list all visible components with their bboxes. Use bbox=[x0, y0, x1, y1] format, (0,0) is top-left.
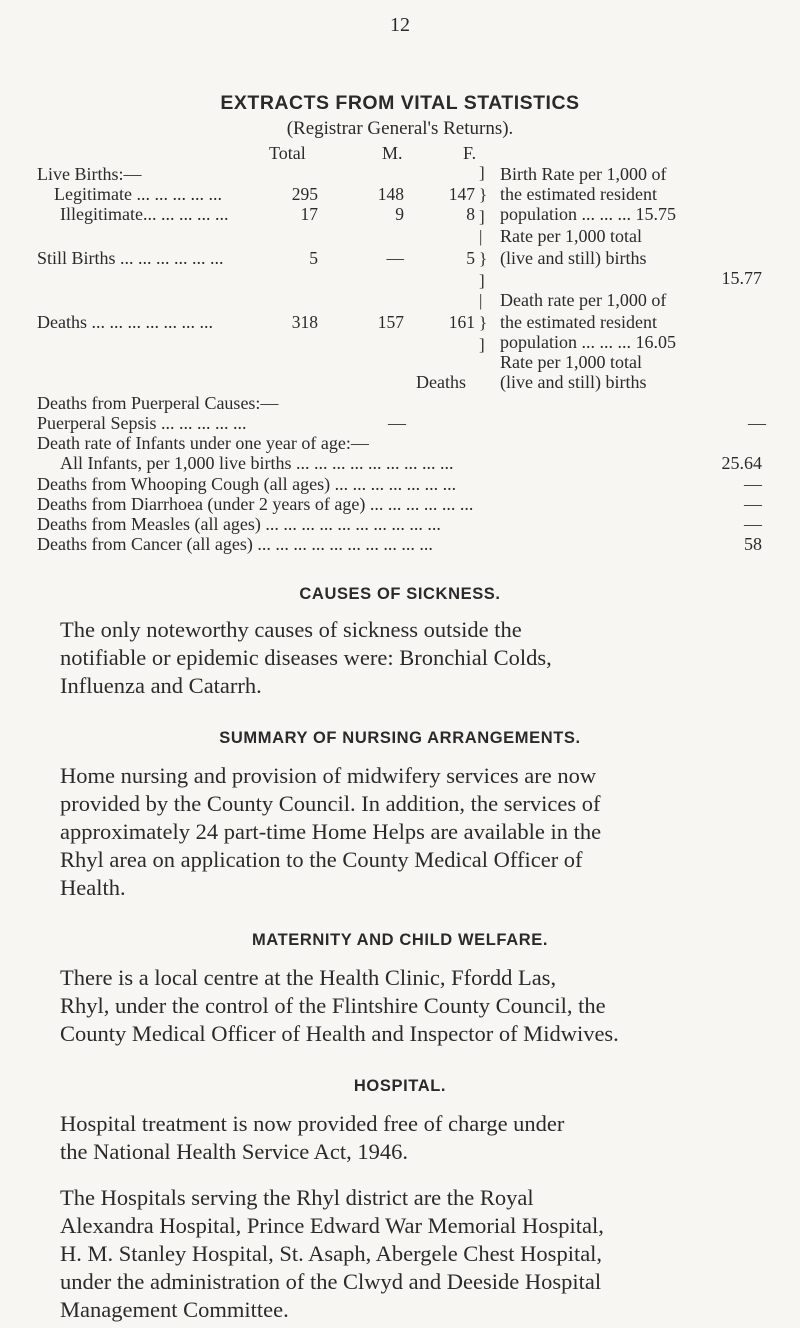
row-legitimate-f: 147 bbox=[448, 184, 475, 204]
row-still-births-total: 5 bbox=[309, 248, 318, 268]
row-legitimate-m: 148 bbox=[377, 184, 404, 204]
diarrhoea-label: Deaths from Diarrhoea (under 2 years of age) ... ... ... ... ... ... bbox=[37, 494, 474, 514]
puerperal-sepsis-value-1: — bbox=[388, 413, 406, 433]
cancer-value: 58 bbox=[744, 534, 762, 554]
whooping-cough-label: Deaths from Whooping Cough (all ages) ... ... ... ... ... ... ... bbox=[37, 474, 457, 494]
vital-statistics-heading: EXTRACTS FROM VITAL STATISTICS bbox=[220, 92, 580, 114]
causes-line-2: notifiable or epidemic diseases were: Bronchial Colds, bbox=[60, 645, 552, 670]
deaths-rate-line-1: Rate per 1,000 total bbox=[500, 352, 642, 372]
puerperal-sepsis-value-2: — bbox=[748, 413, 766, 433]
diarrhoea-value: — bbox=[744, 494, 762, 514]
row-deaths-m: 157 bbox=[377, 312, 404, 332]
death-rate-line-1: Death rate per 1,000 of bbox=[500, 290, 667, 310]
measles-value: — bbox=[744, 514, 762, 534]
still-brace-icon: | } ] bbox=[479, 227, 488, 290]
causes-heading: CAUSES OF SICKNESS. bbox=[299, 585, 501, 603]
row-deaths-f: 161 bbox=[448, 312, 475, 332]
still-rate-line-1: Rate per 1,000 total bbox=[500, 226, 642, 246]
row-deaths-label: Deaths ... ... ... ... ... ... ... bbox=[37, 312, 213, 332]
causes-line-3: Influenza and Catarrh. bbox=[60, 673, 262, 698]
row-still-births-f: 5 bbox=[466, 248, 475, 268]
hospital-p2-line-3: H. M. Stanley Hospital, St. Asaph, Abergele Chest Hospital, bbox=[60, 1241, 603, 1266]
row-illegitimate-total: 17 bbox=[300, 204, 318, 224]
death-rate-line-2: the estimated resident bbox=[500, 312, 657, 332]
row-deaths-total: 318 bbox=[291, 312, 318, 332]
nursing-line-5: Health. bbox=[60, 875, 126, 900]
row-legitimate-total: 295 bbox=[291, 184, 318, 204]
birth-rate-line-1: Birth Rate per 1,000 of bbox=[500, 164, 667, 184]
puerperal-heading: Deaths from Puerperal Causes:— bbox=[37, 393, 279, 413]
deaths-rate-line-2: (live and still) births bbox=[500, 372, 647, 392]
hospital-p2-line-5: Management Committee. bbox=[60, 1297, 289, 1322]
maternity-heading: MATERNITY AND CHILD WELFARE. bbox=[251, 931, 549, 949]
col-header-total: Total bbox=[269, 143, 306, 163]
still-rate-line-2: (live and still) births bbox=[500, 248, 647, 268]
row-illegitimate-m: 9 bbox=[395, 204, 404, 224]
nursing-heading: SUMMARY OF NURSING ARRANGEMENTS. bbox=[219, 729, 581, 747]
all-infants-value: 25.64 bbox=[721, 453, 762, 473]
nursing-line-4: Rhyl area on application to the County Medical Officer of bbox=[60, 847, 583, 872]
hospital-heading: HOSPITAL. bbox=[353, 1077, 447, 1095]
live-births-label: Live Births:— bbox=[37, 164, 142, 184]
row-illegitimate-f: 8 bbox=[466, 204, 475, 224]
hospital-p1-line-2: the National Health Service Act, 1946. bbox=[60, 1139, 409, 1164]
birth-rate-line-2: the estimated resident bbox=[500, 184, 657, 204]
vital-statistics-subheading: (Registrar General's Returns). bbox=[286, 118, 514, 139]
hospital-p1-line-1: Hospital treatment is now provided free of charge under bbox=[60, 1111, 565, 1136]
measles-label: Deaths from Measles (all ages) ... ... ... ... ... ... ... ... ... ... bbox=[37, 514, 441, 534]
row-still-births-label: Still Births ... ... ... ... ... ... bbox=[37, 248, 224, 268]
nursing-line-2: provided by the County Council. In addition, the services of bbox=[60, 791, 601, 816]
maternity-line-3: County Medical Officer of Health and Inspector of Midwives. bbox=[60, 1021, 619, 1046]
death-brace-icon: | } ] bbox=[479, 291, 488, 354]
hospital-p2-line-1: The Hospitals serving the Rhyl district are the Royal bbox=[60, 1185, 534, 1210]
still-rate-value: 15.77 bbox=[721, 268, 762, 288]
hospital-p2-line-2: Alexandra Hospital, Prince Edward War Memorial Hospital, bbox=[60, 1213, 604, 1238]
deaths-word: Deaths bbox=[416, 372, 466, 392]
hospital-p2-line-4: under the administration of the Clwyd and Deeside Hospital bbox=[60, 1269, 602, 1294]
col-header-m: M. bbox=[382, 143, 403, 163]
death-rate-line-3: population ... ... ... 16.05 bbox=[500, 332, 676, 352]
page-number: 12 bbox=[390, 14, 410, 36]
whooping-cough-value: — bbox=[744, 474, 762, 494]
row-legitimate-label: Legitimate ... ... ... ... ... bbox=[54, 184, 222, 204]
row-illegitimate-label: Illegitimate... ... ... ... ... bbox=[60, 204, 229, 224]
row-still-births-m: — bbox=[386, 248, 404, 268]
birth-rate-line-3: population ... ... ... 15.75 bbox=[500, 204, 676, 224]
cancer-label: Deaths from Cancer (all ages) ... ... ... ... ... ... ... ... ... ... bbox=[37, 534, 433, 554]
all-infants-label: All Infants, per 1,000 live births ... ... ... ... ... ... ... ... ... bbox=[60, 453, 454, 473]
nursing-line-1: Home nursing and provision of midwifery services are now bbox=[60, 763, 597, 788]
causes-line-1: The only noteworthy causes of sickness outside the bbox=[60, 617, 522, 642]
puerperal-sepsis-label: Puerperal Sepsis ... ... ... ... ... bbox=[37, 413, 247, 433]
infant-death-heading: Death rate of Infants under one year of age:— bbox=[37, 433, 369, 453]
birth-brace-icon: ] } ] bbox=[479, 163, 488, 226]
nursing-line-3: approximately 24 part-time Home Helps are available in the bbox=[60, 819, 602, 844]
col-header-f: F. bbox=[463, 143, 477, 163]
maternity-line-2: Rhyl, under the control of the Flintshire County Council, the bbox=[60, 993, 606, 1018]
maternity-line-1: There is a local centre at the Health Clinic, Ffordd Las, bbox=[60, 965, 557, 990]
